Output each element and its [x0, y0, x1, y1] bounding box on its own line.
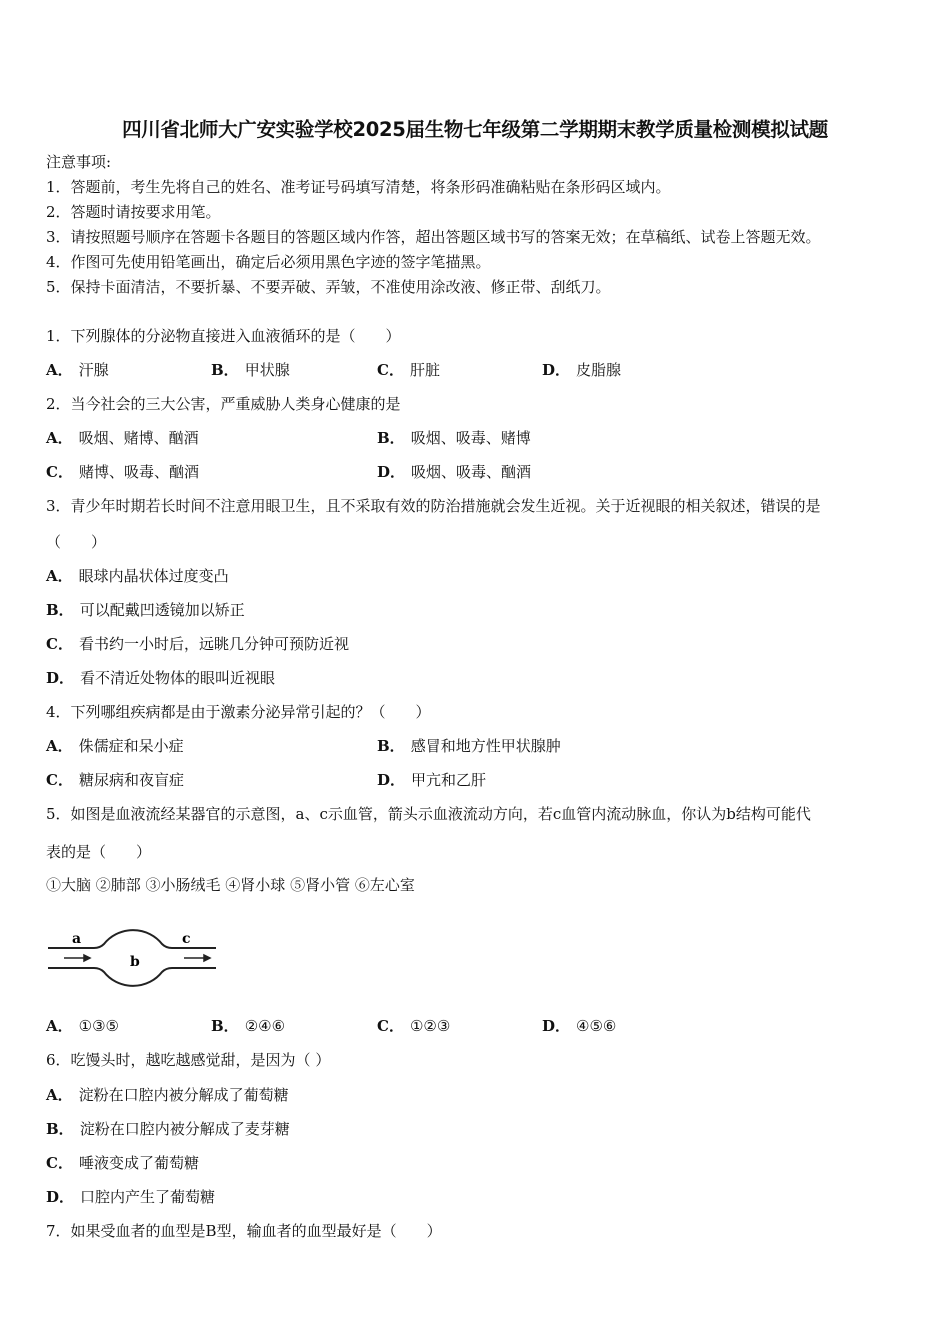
- q5-option-b[interactable]: B． ②④⑥: [211, 1017, 286, 1035]
- q6-option-b[interactable]: B． 淀粉在口腔内被分解成了麦芽糖: [46, 1120, 290, 1138]
- question-4-stem: 4．下列哪组疾病都是由于激素分泌异常引起的？（ ）: [46, 703, 431, 721]
- q4-option-d[interactable]: D． 甲亢和乙肝: [377, 771, 487, 789]
- label-b: b: [130, 954, 140, 970]
- q3-option-a[interactable]: A． 眼球内晶状体过度变凸: [46, 567, 229, 585]
- q5-option-d[interactable]: D． ④⑤⑥: [542, 1017, 617, 1035]
- label-c: c: [182, 931, 191, 947]
- question-1-stem: 1．下列腺体的分泌物直接进入血液循环的是（ ）: [46, 327, 401, 345]
- q2-option-a[interactable]: A． 吸烟、赌博、酗酒: [46, 429, 199, 447]
- notice-item: 1．答题前，考生先将自己的姓名、准考证号码填写清楚，将条形码准确粘贴在条形码区域内。: [46, 178, 671, 196]
- notice-heading: 注意事项:: [46, 153, 112, 171]
- label-a: a: [72, 931, 82, 947]
- q3-option-d[interactable]: D． 看不清近处物体的眼叫近视眼: [46, 669, 276, 687]
- arrow-c-head: [204, 955, 210, 961]
- question-5-choices: ①大脑 ②肺部 ③小肠绒毛 ④肾小球 ⑤肾小管 ⑥左心室: [46, 876, 415, 894]
- question-7-stem: 7．如果受血者的血型是B型，输血者的血型最好是（ ）: [46, 1222, 442, 1240]
- q6-option-c[interactable]: C． 唾液变成了葡萄糖: [46, 1154, 199, 1172]
- notice-item: 5．保持卡面清洁，不要折暴、不要弄破、弄皱，不准使用涂改液、修正带、刮纸刀。: [46, 278, 611, 296]
- q1-option-d[interactable]: D． 皮脂腺: [542, 361, 622, 379]
- page-title: 四川省北师大广安实验学校2025届生物七年级第二学期期末教学质量检测模拟试题: [122, 118, 828, 141]
- q4-option-a[interactable]: A． 侏儒症和呆小症: [46, 737, 184, 755]
- notice-item: 2．答题时请按要求用笔。: [46, 203, 221, 221]
- q1-option-b[interactable]: B． 甲状腺: [211, 361, 290, 379]
- q6-option-d[interactable]: D． 口腔内产生了葡萄糖: [46, 1188, 216, 1206]
- question-3-stem: 3．青少年时期若长时间不注意用眼卫生，且不采取有效的防治措施就会发生近视。关于近视眼的相关叙述，错误的是: [46, 497, 821, 515]
- q6-option-a[interactable]: A． 淀粉在口腔内被分解成了葡萄糖: [46, 1086, 289, 1104]
- q5-option-a[interactable]: A． ①③⑤: [46, 1017, 119, 1035]
- q2-option-d[interactable]: D． 吸烟、吸毒、酗酒: [377, 463, 532, 481]
- question-6-stem: 6．吃馒头时，越吃越感觉甜，是因为（ ）: [46, 1051, 331, 1069]
- q2-option-c[interactable]: C． 赌博、吸毒、酗酒: [46, 463, 199, 481]
- q3-option-b[interactable]: B． 可以配戴凹透镜加以矫正: [46, 601, 245, 619]
- question-5-stem: 5．如图是血液流经某器官的示意图，a、c示血管，箭头示血液流动方向，若c血管内流动脉血，你认为b结构可能代: [46, 805, 811, 823]
- q4-option-c[interactable]: C． 糖尿病和夜盲症: [46, 771, 184, 789]
- notice-item: 4．作图可先使用铅笔画出，确定后必须用黑色字迹的签字笔描黑。: [46, 253, 491, 271]
- question-5-stem-cont: 表的是（ ）: [46, 843, 152, 861]
- vessel-lower-wall: [48, 968, 216, 986]
- question-3-stem-cont: （ ）: [46, 533, 107, 551]
- q5-option-c[interactable]: C． ①②③: [377, 1017, 451, 1035]
- notice-item: 3．请按照题号顺序在答题卡各题目的答题区域内作答，超出答题区域书写的答案无效；在草稿纸、试卷上答题无效。: [46, 228, 821, 246]
- blood-flow-diagram: [44, 922, 220, 998]
- q4-option-b[interactable]: B． 感冒和地方性甲状腺肿: [377, 737, 561, 755]
- q1-option-c[interactable]: C． 肝脏: [377, 361, 440, 379]
- arrow-a-head: [84, 955, 90, 961]
- question-2-stem: 2．当今社会的三大公害，严重威胁人类身心健康的是: [46, 395, 401, 413]
- q2-option-b[interactable]: B． 吸烟、吸毒、赌博: [377, 429, 531, 447]
- q3-option-c[interactable]: C． 看书约一小时后，远眺几分钟可预防近视: [46, 635, 349, 653]
- q1-option-a[interactable]: A． 汗腺: [46, 361, 109, 379]
